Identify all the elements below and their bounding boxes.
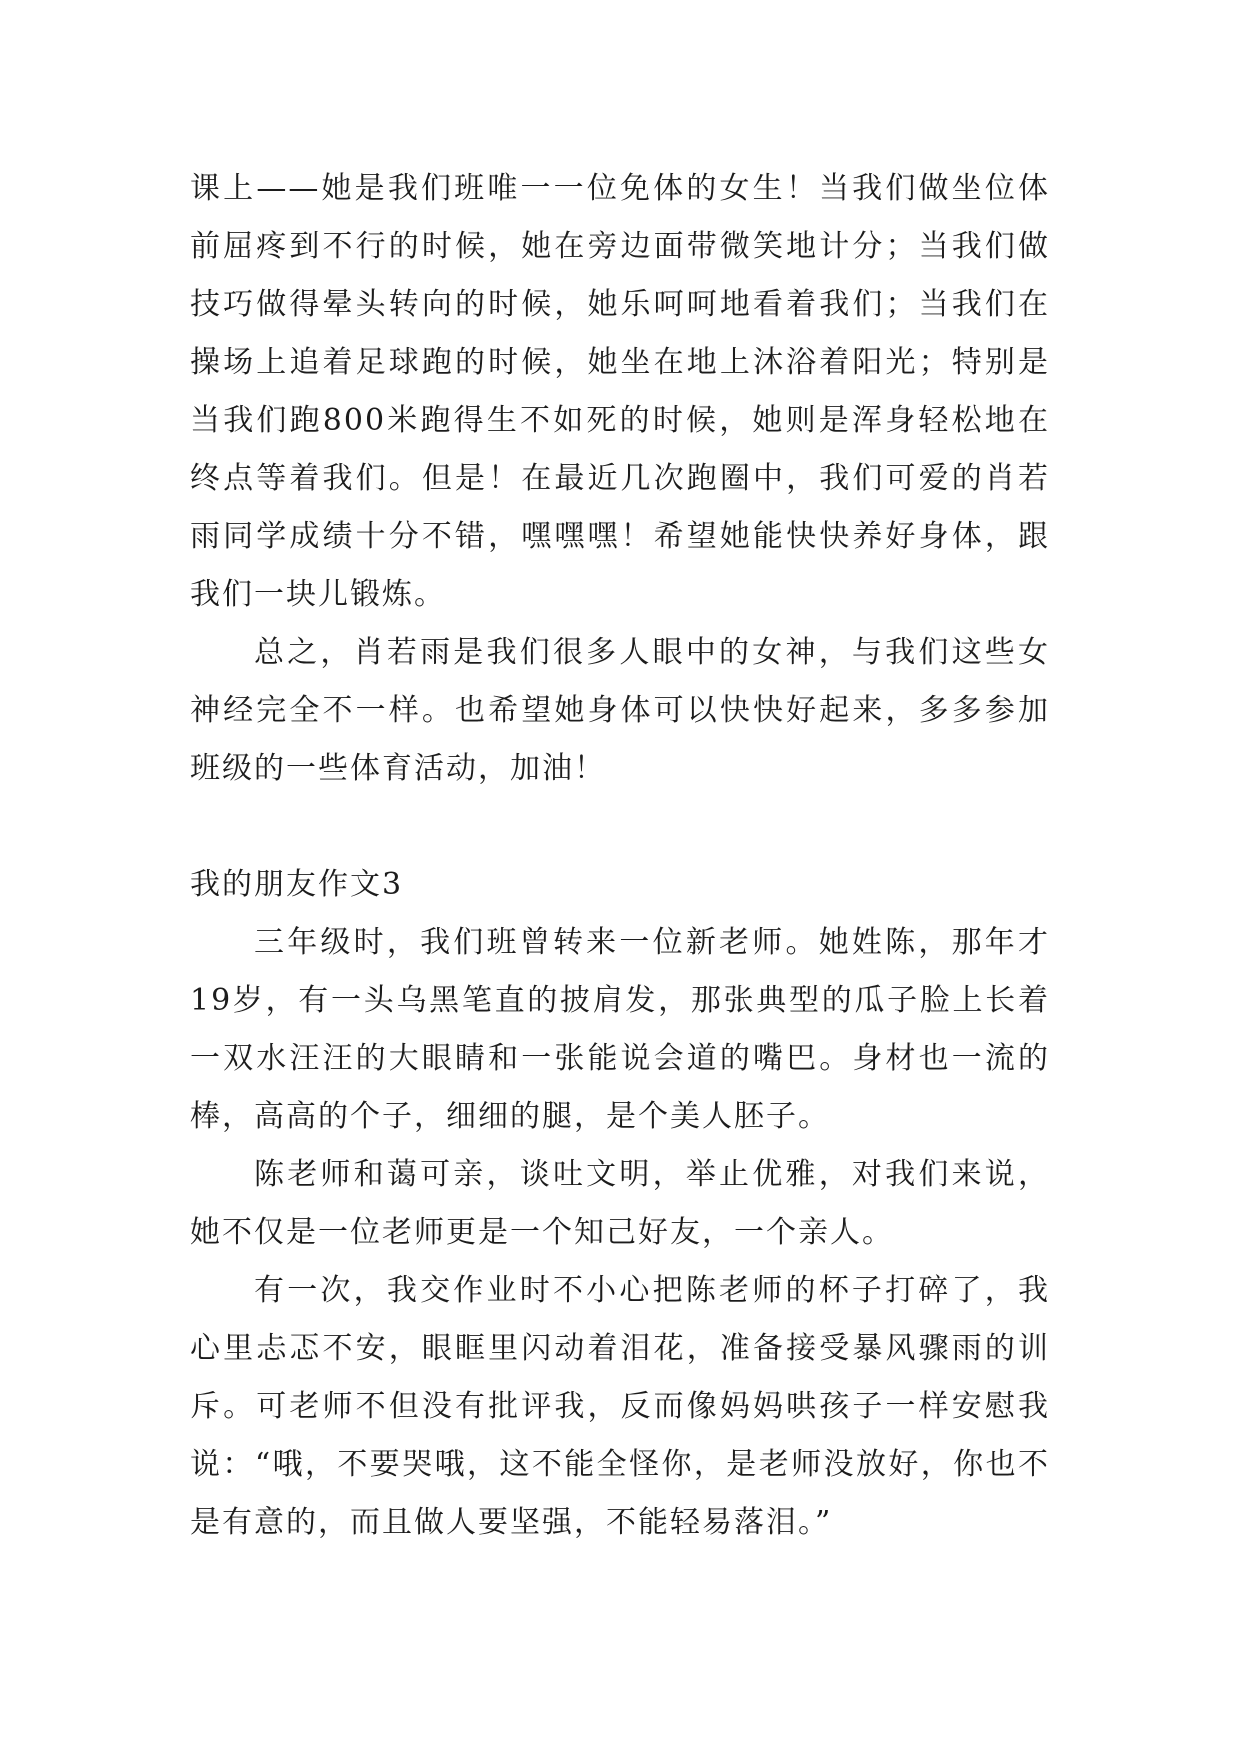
paragraph-conclusion: 总之，肖若雨是我们很多人眼中的女神，与我们这些女神经完全不一样。也希望她身体可以快快好起来，多多参加班级的一些体育活动，加油！ xyxy=(190,635,1050,786)
paragraph-broken-cup: 有一次，我交作业时不小心把陈老师的杯子打碎了，我心里忐忑不安，眼眶里闪动着泪花，准备接受暴风骤雨的训斥。可老师不但没有批评我，反而像妈妈哄孩子一样安慰我说：“哦，不要哭哦，这不能全怪你，是老师没放好，你也不是有意的，而且做人要坚强，不能轻易落泪。” xyxy=(190,1273,1050,1540)
paragraph-teacher-kind: 陈老师和蔼可亲，谈吐文明，举止优雅，对我们来说，她不仅是一位老师更是一个知己好友，一个亲人。 xyxy=(190,1157,1050,1250)
document-body xyxy=(190,160,1050,1552)
paragraph-continued: 课上——她是我们班唯一一位免体的女生！当我们做坐位体前屈疼到不行的时候，她在旁边面带微笑地计分；当我们做技巧做得晕头转向的时候，她乐呵呵地看着我们；当我们在操场上追着足球跑的时候，她坐在地上沐浴着阳光；特别是当我们跑800米跑得生不如死的时候，她则是浑身轻松地在终点等着我们。但是！在最近几次跑圈中，我们可爱的肖若雨同学成绩十分不错，嘿嘿嘿！希望她能快快养好身体，跟我们一块儿锻炼。 xyxy=(190,171,1050,612)
paragraph-new-teacher: 三年级时，我们班曾转来一位新老师。她姓陈，那年才19岁，有一头乌黑笔直的披肩发，那张典型的瓜子脸上长着一双水汪汪的大眼睛和一张能说会道的嘴巴。身材也一流的棒，高高的个子，细细的腿，是个美人胚子。 xyxy=(190,925,1050,1134)
section-title: 我的朋友作文3 xyxy=(190,867,404,902)
